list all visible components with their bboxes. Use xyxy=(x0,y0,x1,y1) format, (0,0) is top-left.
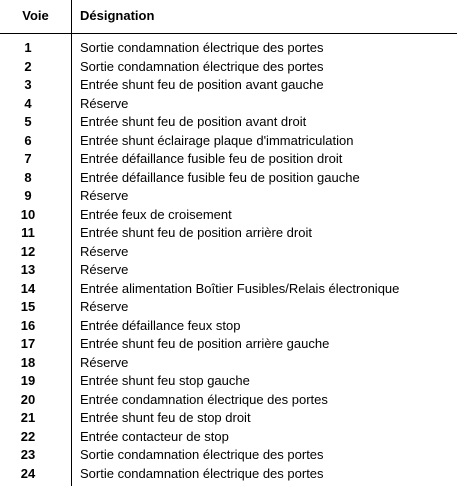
cell-voie: 16 xyxy=(20,317,36,333)
cell-voie: 6 xyxy=(24,132,32,148)
header-voie: Voie xyxy=(22,8,49,23)
cell-designation: Entrée condamnation électrique des portes xyxy=(80,391,328,407)
table-row xyxy=(0,132,457,151)
cell-voie: 2 xyxy=(24,58,32,74)
cell-voie: 4 xyxy=(24,95,32,111)
cell-designation: Entrée shunt feu de stop droit xyxy=(80,410,251,425)
table-row xyxy=(0,150,457,169)
cell-designation: Réserve xyxy=(80,243,129,259)
cell-designation: Réserve xyxy=(80,95,129,111)
cell-designation: Entrée shunt feu de position avant gauche xyxy=(80,77,324,92)
cell-voie: 14 xyxy=(20,280,36,296)
table-row xyxy=(0,243,457,262)
cell-designation: Entrée shunt feu de position arrière gauche xyxy=(80,336,330,351)
table-row xyxy=(0,95,457,114)
cell-designation: Réserve xyxy=(80,188,129,203)
cell-voie: 10 xyxy=(20,206,36,222)
header-divider xyxy=(0,33,457,34)
table-row xyxy=(0,446,457,465)
cell-designation: Réserve xyxy=(80,354,129,370)
table-row xyxy=(0,409,457,428)
cell-designation: Sortie condamnation électrique des portes xyxy=(80,40,324,55)
cell-designation: Entrée défaillance fusible feu de position droit xyxy=(80,151,343,166)
cell-designation: Entrée shunt feu de position arrière droit xyxy=(80,225,312,240)
table-row xyxy=(0,391,457,410)
cell-voie: 5 xyxy=(24,114,32,129)
table-row xyxy=(0,280,457,299)
cell-designation: Entrée shunt éclairage plaque d'immatriculation xyxy=(80,132,354,148)
cell-voie: 21 xyxy=(20,410,36,425)
table-row xyxy=(0,206,457,225)
cell-designation: Entrée feux de croisement xyxy=(80,206,232,222)
table-row xyxy=(0,58,457,77)
cell-voie: 3 xyxy=(24,77,32,92)
cell-voie: 20 xyxy=(20,391,36,407)
cell-voie: 17 xyxy=(20,336,36,351)
cell-voie: 13 xyxy=(20,262,36,277)
table-row xyxy=(0,39,457,58)
cell-voie: 15 xyxy=(20,299,36,314)
cell-voie: 1 xyxy=(24,40,32,55)
table-row xyxy=(0,335,457,354)
cell-designation: Réserve xyxy=(80,262,129,277)
table-row xyxy=(0,317,457,336)
header-designation: Désignation xyxy=(80,8,155,23)
cell-voie: 19 xyxy=(20,373,36,388)
cell-designation: Entrée shunt feu de position avant droit xyxy=(80,114,307,129)
cell-voie: 18 xyxy=(20,354,36,370)
cell-voie: 24 xyxy=(20,465,36,481)
cell-designation: Entrée alimentation Boîtier Fusibles/Relais électronique xyxy=(80,280,400,296)
cell-voie: 22 xyxy=(20,428,36,444)
cell-voie: 9 xyxy=(24,188,32,203)
table-row xyxy=(0,187,457,206)
table-header xyxy=(0,0,457,34)
table-row xyxy=(0,354,457,373)
cell-designation: Sortie condamnation électrique des portes xyxy=(80,447,324,462)
table-row xyxy=(0,224,457,243)
table-row xyxy=(0,169,457,188)
cell-designation: Réserve xyxy=(80,299,129,314)
cell-designation: Entrée shunt feu stop gauche xyxy=(80,373,250,388)
table-row xyxy=(0,428,457,447)
cell-designation: Entrée défaillance feux stop xyxy=(80,317,241,333)
cell-designation: Entrée contacteur de stop xyxy=(80,428,229,444)
table-row xyxy=(0,261,457,280)
cell-voie: 7 xyxy=(24,151,32,166)
table-row xyxy=(0,465,457,484)
table-row xyxy=(0,76,457,95)
table-row xyxy=(0,113,457,132)
table-row xyxy=(0,298,457,317)
cell-voie: 11 xyxy=(21,225,35,240)
cell-designation: Sortie condamnation électrique des portes xyxy=(80,58,324,74)
cell-designation: Entrée défaillance fusible feu de position gauche xyxy=(80,169,360,185)
cell-designation: Sortie condamnation électrique des portes xyxy=(80,465,324,481)
cell-voie: 12 xyxy=(20,243,36,259)
table-body xyxy=(0,39,457,483)
table-row xyxy=(0,372,457,391)
cell-voie: 23 xyxy=(20,447,36,462)
cell-voie: 8 xyxy=(24,169,32,185)
